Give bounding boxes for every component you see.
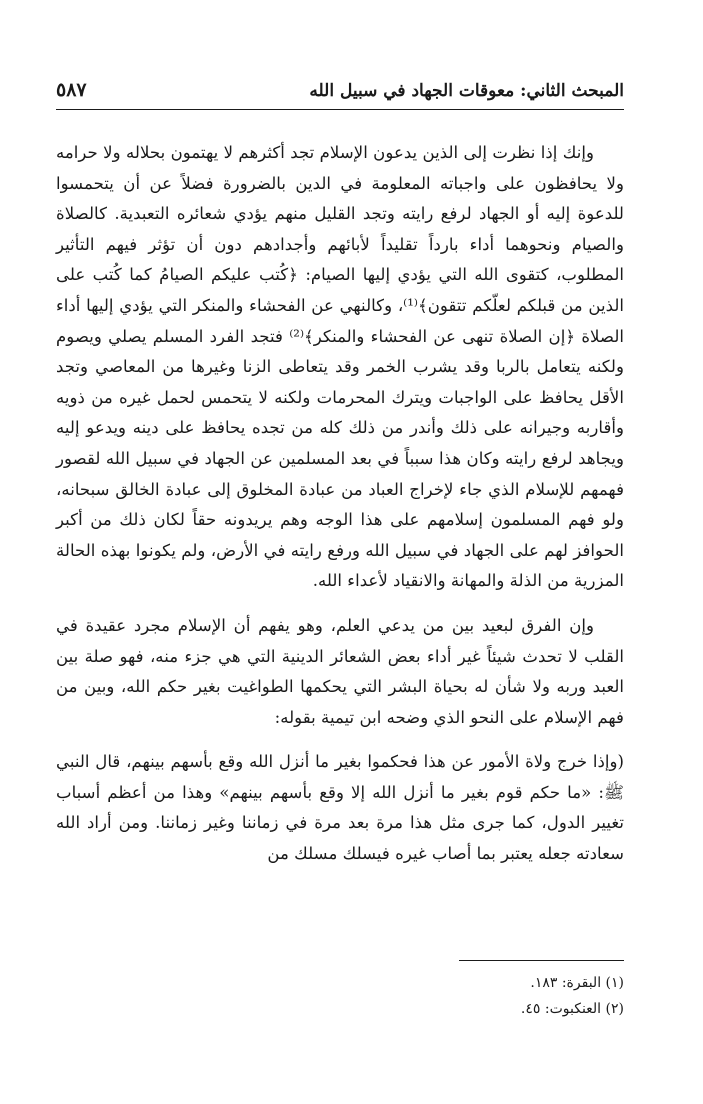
footnotes <box>521 970 624 1022</box>
footnote: (٢) العنكبوت: ٤٥. <box>520 1001 624 1017</box>
footnote-rule <box>459 960 624 961</box>
quotation: (وإذا خرج ولاة الأمور عن هذا فحكموا بغير ما أنزل الله وقع بأسهم بينهم، قال النبي ﷺ: «ما حكم قوم بغير ما أنزل الله إلا وقع بأسهم بينهم» وهذا من أعظم أسباب تغيير الدول، كما جرى مثل هذا مرة بعد مرة في زماننا وغير زماننا. ومن أراد الله سعادته جعله يعتبر بما أصاب غيره فيسلك مسلك من <box>56 752 624 864</box>
main-text <box>56 138 624 870</box>
page-number: ٥٨٧ <box>56 79 87 101</box>
running-header <box>56 72 624 106</box>
header-rule <box>56 109 624 110</box>
book-page <box>56 72 624 1072</box>
paragraph: وإنك إذا نظرت إلى الذين يدعون الإسلام تجد أكثرهم لا يهتمون بحلاله ولا حرامه ولا يحافظون على واجباته المعلومة في الدين بالضرورة فضلاً عن أن يتحمسوا للدعوة إليه أو الجهاد لرفع رايته وتجد القليل منهم يؤدي شعائره التعبدية. كالصلاة والصيام ونحوهما أداء بارداً تقليداً لأبائهم وأجدادهم دون أن تؤثر فيهم التأثير المطلوب، كتقوى الله التي يؤدي إليها الصيام: ﴿كُتب عليكم الصيامُ كما كُتب على الذين من قبلكم لعلّكم تتقون﴾⁽¹⁾، وكالنهي عن الفحشاء والمنكر التي يؤدي إليها أداء الصلاة ﴿إن الصلاة تنهى عن الفحشاء والمنكر﴾⁽²⁾ فتجد الفرد المسلم يصلي ويصوم ولكنه يتعامل بالربا وقد يشرب الخمر وقد يتعاطى الزنا وغيرها من المعاصي وتجد الأقل يحافظ على الواجبات ويترك المحرمات ولكنه لا يتحمس لحمل غيره من ذويه وأقاربه وجيرانه على ذلك وأندر من ذلك كله من تجده يحافظ على دينه ويدعو إليه ويجاهد لرفع رايته وكان هذا سبباً في بعد المسلمين عن الجهاد في سبيل الله لقصور فهمهم للإسلام الذي جاء لإخراج العباد من عبادة المخلوق إلى عبادة الخالق سبحانه، ولو فهم المسلمون إسلامهم على هذا الوجه وهم يريدونه حقاً لكان ذلك من أكبر الحوافز لهم على الجهاد في سبيل الله ورفع رايته في الأرض، ولم يكونوا بهذه الحالة المزرية من الذلة والمهانة والانقياد لأعداء الله. <box>56 143 624 591</box>
paragraph: وإن الفرق لبعيد بين من يدعي العلم، وهو يفهم أن الإسلام مجرد عقيدة في القلب لا تحدث شيئاً غير أداء بعض الشعائر الدينية التي هي جزء منه، فهو صلة بين العبد وربه ولا شأن له بحياة البشر التي يحكمها الطواغيت بغير حكم الله، وبين من فهم الإسلام على النحو الذي وضحه ابن تيمية بقوله: <box>56 615 624 727</box>
footnote: (١) البقرة: ١٨٣. <box>530 975 624 991</box>
chapter-title: المبحث الثاني: معوقات الجهاد في سبيل الله <box>309 81 624 101</box>
